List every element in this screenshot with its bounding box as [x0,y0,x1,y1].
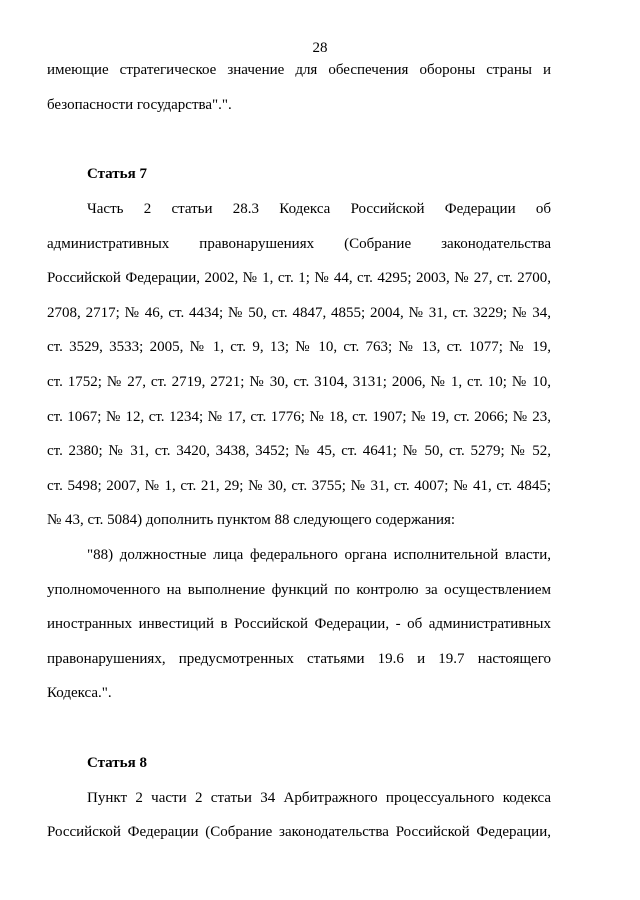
article-7-line: 2708, 2717; № 46, ст. 4434; № 50, ст. 4847, 4855; 2004, № 31, ст. 3229; № 34, [47,305,551,321]
article-7-line: Часть 2 статьи 28.3 Кодекса Российской Федерации об [87,201,551,217]
article-7-line: Российской Федерации, 2002, № 1, ст. 1; № 44, ст. 4295; 2003, № 27, ст. 2700, [47,270,551,286]
quote-line: правонарушениях, предусмотренных статьями 19.6 и 19.7 настоящего [47,651,551,667]
article-7-line: административных правонарушениях (Собрание законодательства [47,236,551,252]
article-7-line: ст. 2380; № 31, ст. 3420, 3438, 3452; № 45, ст. 4641; № 50, ст. 5279; № 52, [47,443,551,459]
article-7-line: ст. 1067; № 12, ст. 1234; № 17, ст. 1776; № 18, ст. 1907; № 19, ст. 2066; № 23, [47,409,551,425]
article-7-heading: Статья 7 [87,166,147,182]
article-7-line: № 43, ст. 5084) дополнить пунктом 88 следующего содержания: [47,512,456,528]
article-8-line: Пункт 2 части 2 статьи 34 Арбитражного процессуального кодекса [87,790,551,806]
page-number: 28 [312,40,328,56]
intro-line: имеющие стратегическое значение для обеспечения обороны страны и [47,62,551,78]
article-7-line: ст. 5498; 2007, № 1, ст. 21, 29; № 30, ст. 3755; № 31, ст. 4007; № 41, ст. 4845; [47,478,551,494]
article-8-heading: Статья 8 [87,755,147,771]
intro-line: безопасности государства".". [47,97,232,113]
article-7-line: ст. 3529, 3533; 2005, № 1, ст. 9, 13; № 10, ст. 763; № 13, ст. 1077; № 19, [47,339,551,355]
article-7-line: ст. 1752; № 27, ст. 2719, 2721; № 30, ст. 3104, 3131; 2006, № 1, ст. 10; № 10, [47,374,551,390]
article-8-line: Российской Федерации (Собрание законодательства Российской Федерации, [47,824,551,840]
quote-line: Кодекса.". [47,685,112,701]
quote-line: "88) должностные лица федерального органа исполнительной власти, [87,547,551,563]
quote-line: уполномоченного на выполнение функций по контролю за осуществлением [47,582,551,598]
quote-line: иностранных инвестиций в Российской Федерации, - об административных [47,616,551,632]
